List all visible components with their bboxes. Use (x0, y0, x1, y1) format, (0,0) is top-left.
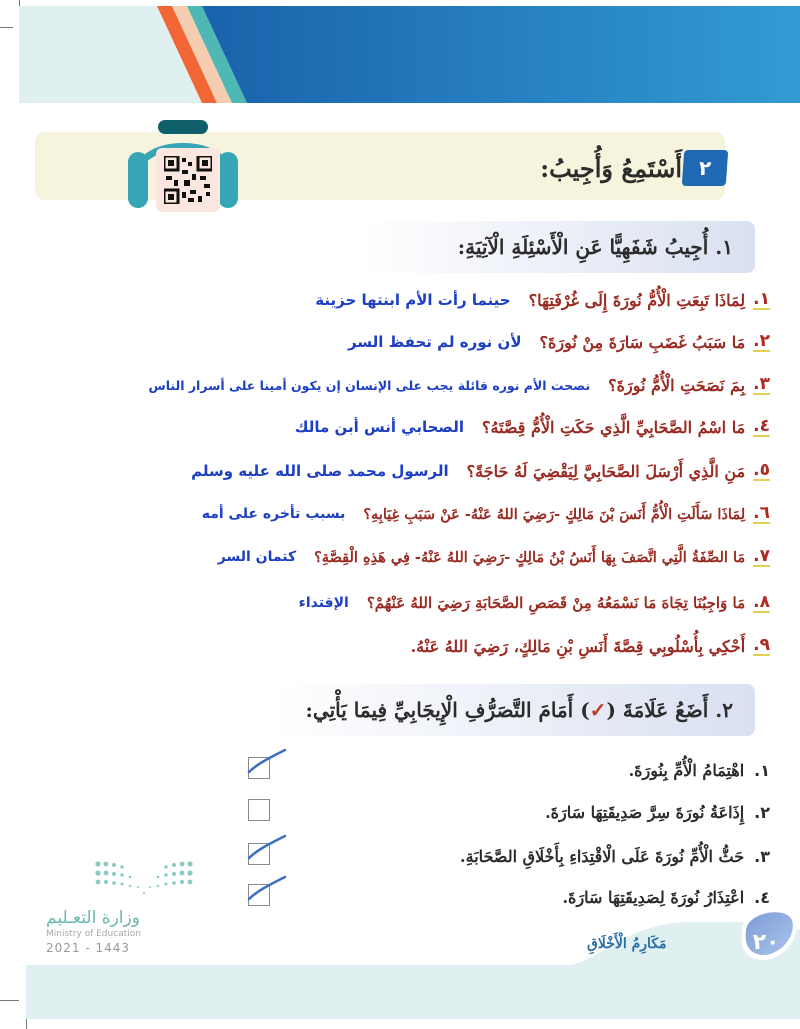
part1-heading-box (362, 221, 755, 273)
question-text: لِمَاذَا تَبِعَتِ الْأُمُّ نُورَةَ إِلَى غُرْفَتِهَا؟ (528, 290, 746, 310)
answer-text[interactable]: كتمان السر (217, 549, 297, 565)
question-number: ٤. (753, 416, 770, 436)
check-stroke-icon (245, 832, 285, 862)
ministry-dots-logo (94, 860, 194, 900)
part2-heading-start: ٢. أَضَعُ عَلَامَةَ ( (606, 698, 733, 722)
footer-wave-graphic (0, 900, 800, 970)
item-number: ٤. (754, 887, 770, 907)
ministry-name-english: Ministry of Education (46, 929, 141, 939)
answer-text[interactable]: حينما رأت الأم ابنتها حزينة (315, 291, 511, 309)
question-number: ٦. (753, 503, 770, 523)
section-title: أَسْتَمِعُ وَأُجِيبُ: (540, 154, 682, 183)
part1-heading: ١. أُجِيبُ شَفَهِيًّا عَنِ الْأَسْئِلَةِ الْآتِيَةِ: (457, 235, 733, 259)
question-number: ٥. (753, 460, 770, 480)
checkbox-checked[interactable] (248, 843, 270, 865)
book-title: مَكَارِمُ الْأَخْلَاقِ (587, 936, 667, 952)
question-row (20, 370, 770, 400)
answer-text[interactable]: بسبب تأخره على أمه (201, 506, 346, 522)
question-text: بِمَ نَصَحَتِ الْأُمُّ نُورَةَ؟ (608, 375, 746, 395)
question-row (20, 412, 770, 442)
question-number: ٧. (753, 546, 770, 566)
part2-heading-box (276, 684, 755, 736)
question-text: مَا وَاجِبُنَا تِجَاهَ مَا نَسْمَعُهُ مِنْ قَصَصِ الصَّحَابَةِ رَضِيَ اللهُ عَنْهُمْ؟ (366, 594, 746, 612)
banner-stripes-graphic (19, 6, 800, 103)
edition-year: 2021 - 1443 (46, 941, 131, 955)
ministry-name-arabic: وزارة التعـليم (46, 908, 140, 928)
item-number: ٣. (754, 846, 770, 866)
answer-text[interactable]: الإقتداء (298, 595, 349, 611)
answer-text[interactable]: نصحت الأم نوره قائلة يجب على الإنسان إن يكون أمينا على أسرار الناس (148, 377, 591, 393)
question-text: مَا سَبَبُ غَضَبِ سَارَةَ مِنْ نُورَةَ؟ (539, 332, 746, 352)
section-number-badge: ٢ (682, 150, 729, 186)
answer-text[interactable]: لأن نوره لم تحفظ السر (348, 333, 522, 351)
question-row (20, 285, 770, 315)
item-number: ٢. (754, 802, 770, 822)
footer-band (26, 965, 800, 1019)
question-text: مَا اسْمُ الصَّحَابِيِّ الَّذِي حَكَتِ الْأُمُّ قِصَّتَهُ؟ (482, 417, 746, 437)
checklist-item (240, 755, 770, 785)
question-row (20, 631, 770, 661)
question-number: ٢. (753, 331, 770, 351)
question-row (20, 327, 770, 357)
part2-heading-end: ) أَمَامَ التَّصَرُّفِ الْإِيجَابِيِّ فِيمَا يَأْتِي: (305, 698, 590, 722)
question-text: لِمَاذَا سَأَلَتِ الْأُمُّ أَنَسَ بْنَ مَالِكٍ -رَضِيَ اللهُ عَنْهُ- عَنْ سَبَبِ غِيَابِهِ؟ (363, 505, 746, 523)
page-number: ٢٠ (752, 929, 780, 955)
question-row (20, 456, 770, 486)
item-text: اعْتِذَارُ نُورَةَ لِصَدِيقَتِهَا سَارَةَ. (562, 887, 745, 907)
question-text: مَا الصِّفَةُ الَّتِي اتَّصَفَ بِهَا أَنَسُ بْنُ مَالِكٍ -رَضِيَ اللهُ عَنْهُ- فِي هَذِهِ الْقِصَّةِ؟ (314, 548, 746, 566)
answer-text[interactable]: الصحابي أنس أبن مالك (294, 418, 464, 436)
qr-code-icon[interactable] (156, 148, 220, 212)
checkbox-checked[interactable] (248, 757, 270, 779)
item-text: حَثُّ الْأُمِّ نُورَةَ عَلَى الْاقْتِدَاءِ بِأَخْلَاقِ الصَّحَابَةِ. (460, 846, 745, 866)
answer-text[interactable]: الرسول محمد صلى الله عليه وسلم (191, 462, 449, 480)
crop-mark (0, 27, 13, 28)
question-text: مَنِ الَّذِي أَرْسَلَ الصَّحَابِيَّ لِيَقْضِيَ لَهُ حَاجَةً؟ (466, 461, 746, 481)
item-text: إِذَاعَةُ نُورَةَ سِرَّ صَدِيقَتِهَا سَارَةَ. (545, 802, 745, 822)
question-number: ٩. (753, 635, 770, 655)
question-row (20, 499, 770, 529)
checklist-item (240, 841, 770, 871)
question-number: ٨. (753, 592, 770, 612)
question-row (20, 588, 770, 618)
checkmark-icon: ✓ (589, 698, 607, 722)
qr-code-pattern (164, 156, 212, 204)
checklist-item (240, 797, 770, 827)
question-number: ٣. (753, 374, 770, 394)
checkbox-unchecked[interactable] (248, 799, 270, 821)
question-row (20, 542, 770, 572)
check-stroke-icon (245, 873, 285, 903)
header-banner (19, 6, 800, 103)
question-text: أَحْكِي بِأُسْلُوبِي قِصَّةَ أَنَسِ بْنِ مَالِكٍ، رَضِيَ اللهُ عَنْهُ. (410, 636, 746, 656)
check-stroke-icon (245, 746, 285, 776)
item-number: ١. (754, 760, 770, 780)
part2-heading (306, 698, 755, 722)
question-number: ١. (753, 289, 770, 309)
crop-mark (0, 1000, 19, 1001)
item-text: اهْتِمَامُ الْأُمِّ بِنُورَةَ. (628, 760, 745, 780)
